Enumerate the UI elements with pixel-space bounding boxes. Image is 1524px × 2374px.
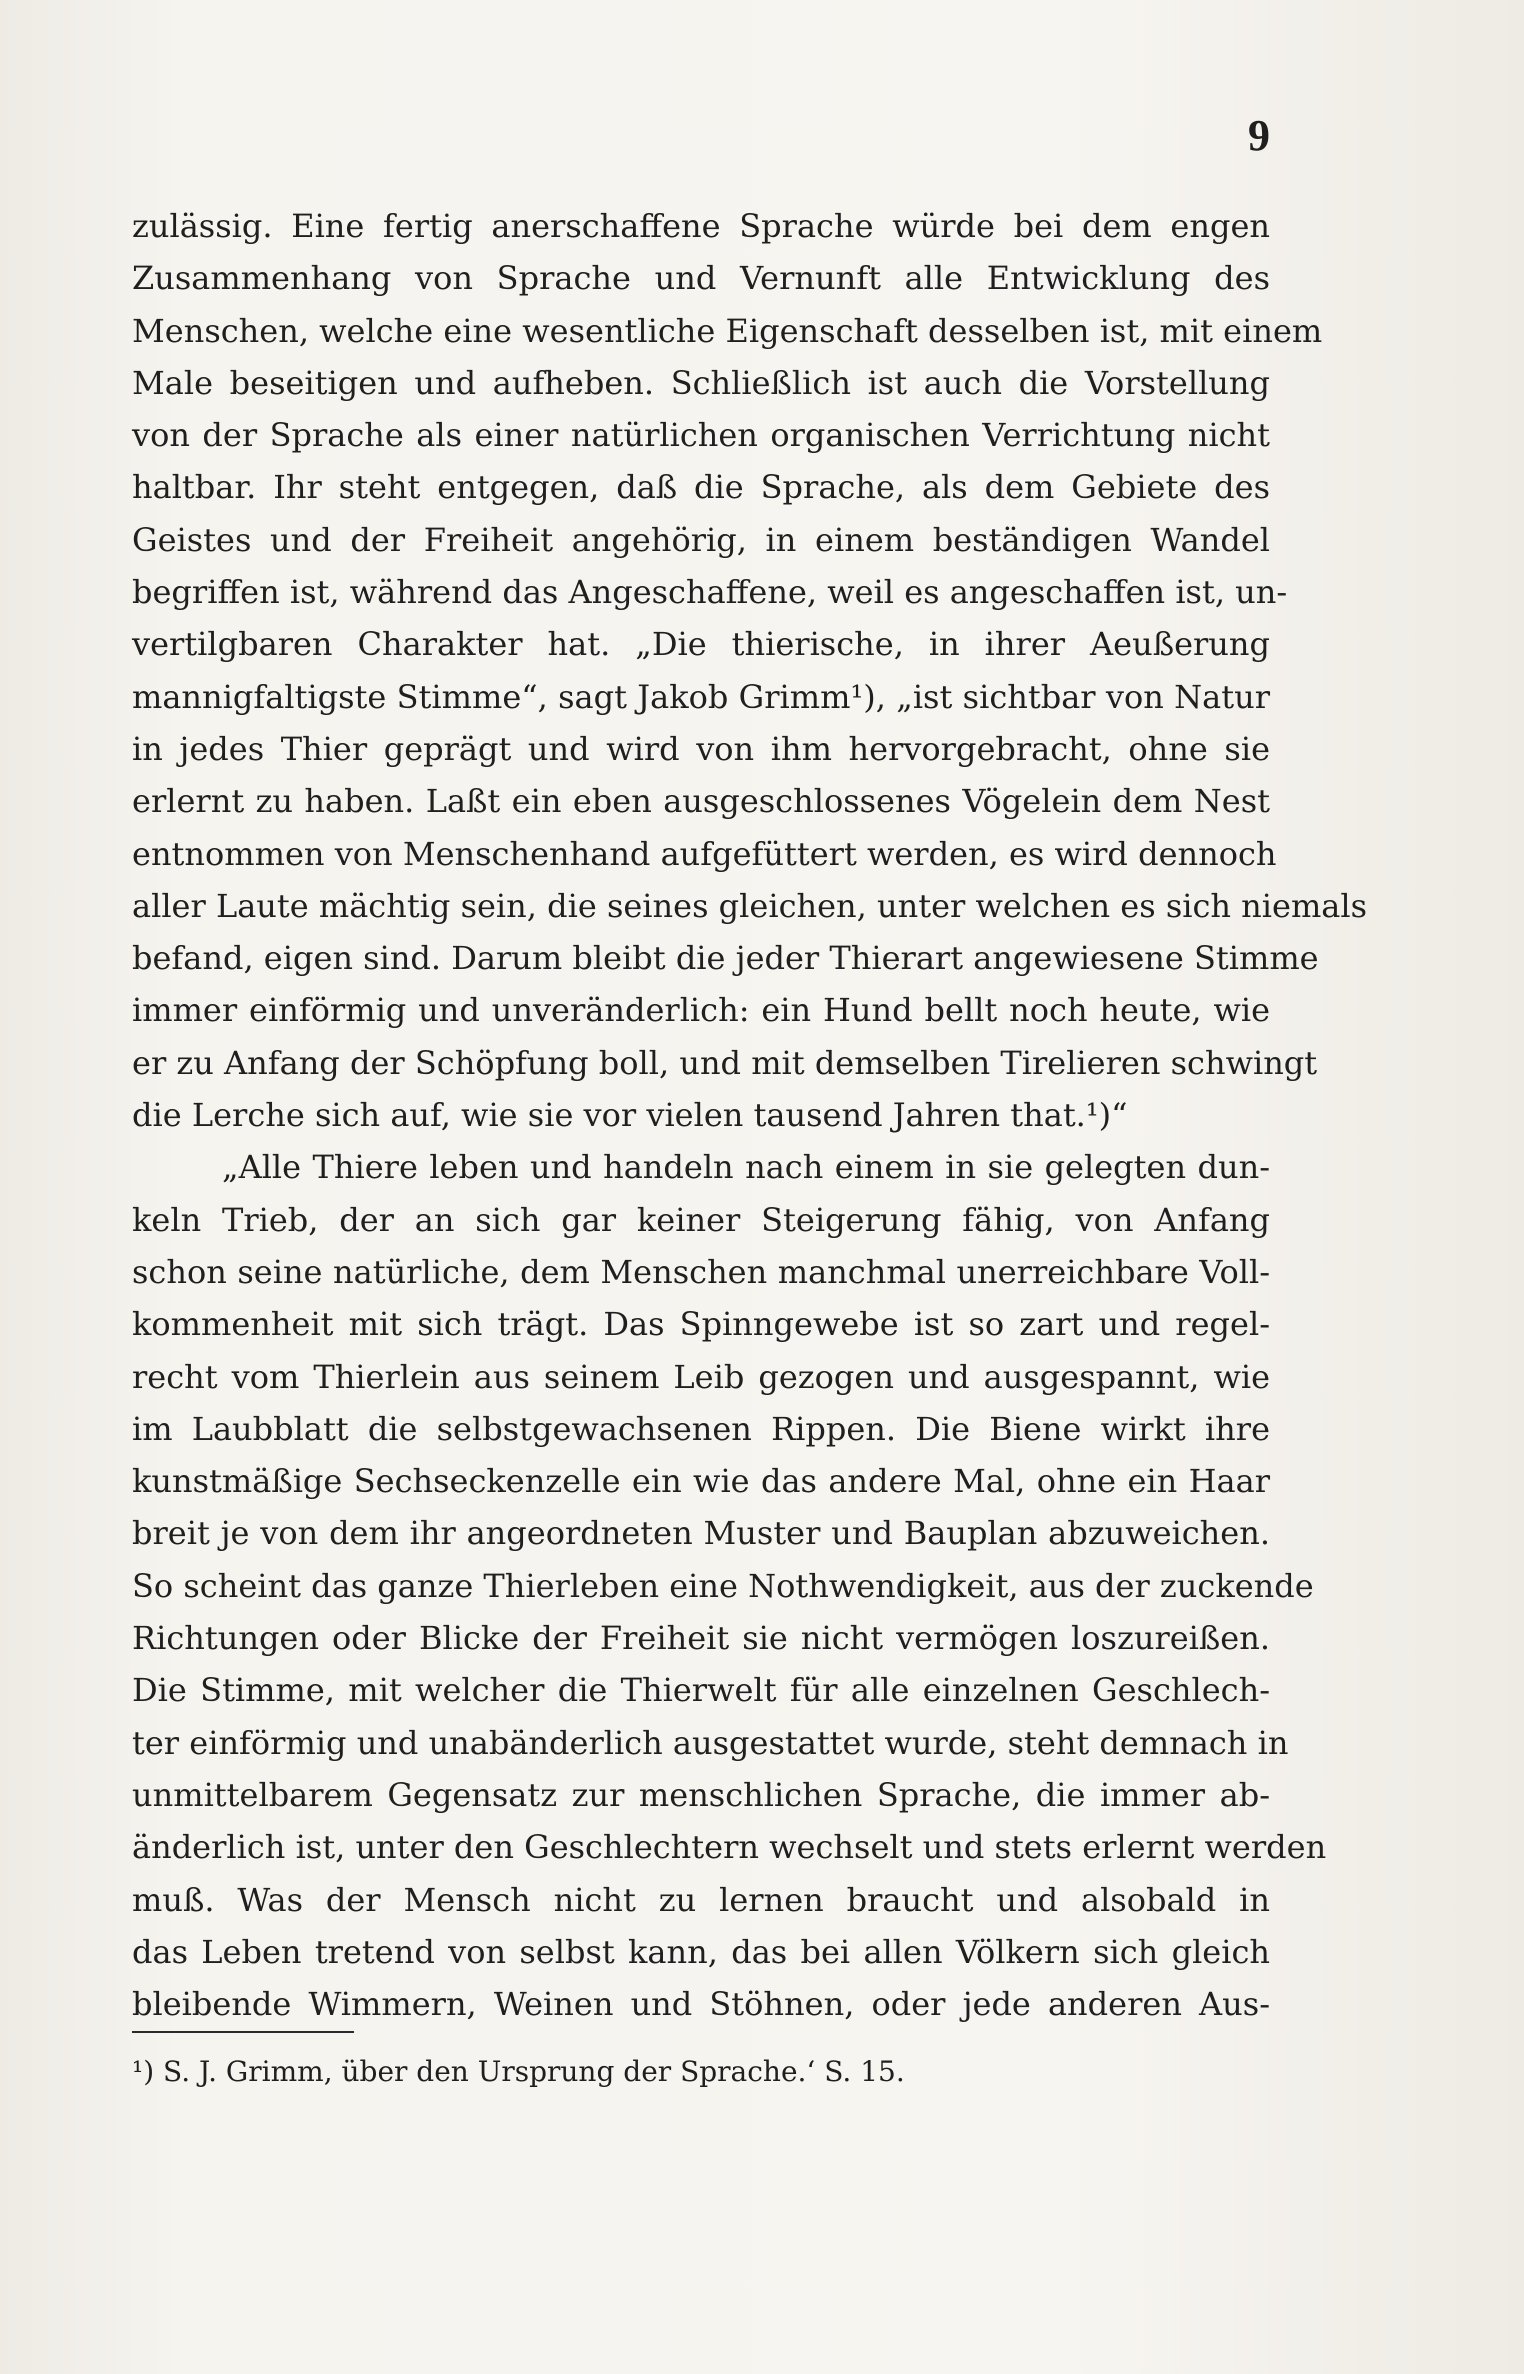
- text-line: vertilgbaren Charakter hat. „Die thierische, in ihrer Aeußerung: [132, 625, 1270, 664]
- body-text: [132, 200, 1368, 2030]
- text-line: die Lerche sich auf, wie sie vor vielen tausend Jahren that.¹)“: [132, 1096, 1128, 1135]
- text-line: begriffen ist, während das Angeschaffene, weil es angeschaffen ist, un-: [132, 573, 1288, 612]
- text-line: zulässig. Eine fertig anerschaffene Sprache würde bei dem engen: [132, 207, 1270, 245]
- text-line: änderlich ist, unter den Geschlechtern wechselt und stets erlernt werden: [132, 1828, 1327, 1867]
- text-line: bleibende Wimmern, Weinen und Stöhnen, oder jede anderen Aus-: [132, 1985, 1270, 2024]
- text-line: breit je von dem ihr angeordneten Muster und Bauplan abzuweichen.: [132, 1514, 1270, 1553]
- footnote-divider: [132, 2031, 354, 2033]
- text-line: Menschen, welche eine wesentliche Eigenschaft desselben ist, mit einem: [132, 311, 1323, 350]
- text-line: keln Trieb, der an sich gar keiner Steigerung fähig, von Anfang: [132, 1200, 1270, 1239]
- text-line: entnommen von Menschenhand aufgefüttert werden, es wird dennoch: [132, 834, 1277, 873]
- text-line: kunstmäßige Sechseckenzelle ein wie das andere Mal, ohne ein Haar: [132, 1462, 1270, 1501]
- text-line: von der Sprache als einer natürlichen organischen Verrichtung nicht: [132, 416, 1270, 455]
- text-line: erlernt zu haben. Laßt ein eben ausgeschlossenes Vögelein dem Nest: [132, 782, 1270, 821]
- text-line: recht vom Thierlein aus seinem Leib gezogen und ausgespannt, wie: [132, 1357, 1270, 1396]
- text-line: im Laubblatt die selbstgewachsenen Rippen. Die Biene wirkt ihre: [132, 1409, 1270, 1448]
- text-line: haltbar. Ihr steht entgegen, daß die Sprache, als dem Gebiete des: [132, 468, 1270, 507]
- text-line: kommenheit mit sich trägt. Das Spinngewebe ist so zart und regel-: [132, 1305, 1270, 1344]
- text-line: immer einförmig und unveränderlich: ein Hund bellt noch heute, wie: [132, 991, 1270, 1030]
- text-line: muß. Was der Mensch nicht zu lernen braucht und alsobald in: [132, 1880, 1270, 1919]
- text-line: befand, eigen sind. Darum bleibt die jeder Thierart angewiesene Stimme: [132, 939, 1319, 978]
- text-line: das Leben tretend von selbst kann, das bei allen Völkern sich gleich: [132, 1932, 1270, 1971]
- footnote: ¹) S. J. Grimm, über den Ursprung der Sprache.‘ S. 15.: [132, 2055, 905, 2088]
- text-line: schon seine natürliche, dem Menschen manchmal unerreichbare Voll-: [132, 1252, 1270, 1291]
- text-line: in jedes Thier geprägt und wird von ihm hervorgebracht, ohne sie: [132, 729, 1270, 768]
- text-line: unmittelbarem Gegensatz zur menschlichen Sprache, die immer ab-: [132, 1775, 1270, 1814]
- text-line: So scheint das ganze Thierleben eine Nothwendigkeit, aus der zuckende: [132, 1566, 1314, 1605]
- text-line: er zu Anfang der Schöpfung boll, und mit demselben Tirelieren schwingt: [132, 1043, 1318, 1082]
- text-line: aller Laute mächtig sein, die seines gleichen, unter welchen es sich niemals: [132, 886, 1368, 925]
- text-line: mannigfaltigste Stimme“, sagt Jakob Grimm¹), „ist sichtbar von Natur: [132, 677, 1270, 716]
- text-line: Richtungen oder Blicke der Freiheit sie nicht vermögen loszureißen.: [132, 1619, 1270, 1658]
- text-line: Male beseitigen und aufheben. Schließlich ist auch die Vorstellung: [132, 363, 1270, 402]
- page-number: 9: [1248, 111, 1270, 160]
- text-line: Die Stimme, mit welcher die Thierwelt für alle einzelnen Geschlech-: [132, 1671, 1270, 1710]
- text-line: Zusammenhang von Sprache und Vernunft alle Entwicklung des: [132, 259, 1270, 298]
- text-line: ter einförmig und unabänderlich ausgestattet wurde, steht demnach in: [132, 1723, 1289, 1762]
- text-line: Geistes und der Freiheit angehörig, in einem beständigen Wandel: [132, 520, 1270, 559]
- text-line: „Alle Thiere leben und handeln nach einem in sie gelegten dun-: [222, 1148, 1270, 1187]
